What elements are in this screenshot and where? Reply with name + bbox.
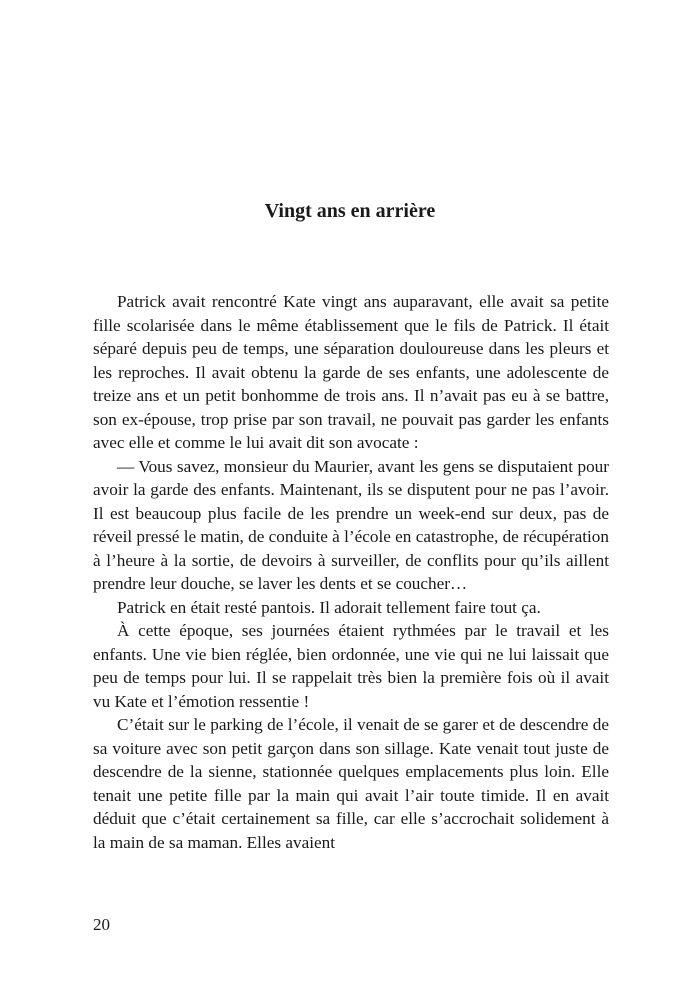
chapter-title: Vingt ans en arrière [264,200,436,222]
paragraph: C’était sur le parking de l’école, il venait de se garer et de descendre de sa voiture avec son petit garçon dans son sillage. Kate venait tout juste de descendre de la sienne, stationnée quelques emplacements plus loin. Elle tenait une petite fille par la main qui avait l’air toute timide. Il en avait déduit que c’était certainement sa fille, car elle s’accrochait solidement à la main de sa maman. Elles avaient [93,715,609,852]
paragraph: — Vous savez, monsieur du Maurier, avant les gens se disputaient pour avoir la garde des enfants. Maintenant, ils se disputent pour ne pas l’avoir. Il est beaucoup plus facile de les prendre un week-end sur deux, pas de réveil pressé le matin, de conduite à l’école en catastrophe, de récupération à l’heure à la sortie, de devoirs à surveiller, de conflits pour qu’ils aillent prendre leur douche, se laver les dents et se coucher… [93,456,609,593]
paragraph: À cette époque, ses journées étaient rythmées par le travail et les enfants. Une vie bien réglée, bien ordonnée, une vie qui ne lui laissait que peu de temps pour lui. Il se rappelait très bien la première fois où il avait vu Kate et l’émotion ressentie ! [93,621,609,711]
body-text [93,290,609,854]
page-number: 20 [93,915,110,934]
paragraph: Patrick en était resté pantois. Il adorait tellement faire tout ça. [117,597,541,617]
paragraph: Patrick avait rencontré Kate vingt ans auparavant, elle avait sa petite fille scolarisée dans le même établissement que le fils de Patrick. Il était séparé depuis peu de temps, une séparation douloureuse dans les pleurs et les reproches. Il avait obtenu la garde de ses enfants, une adolescente de treize ans et un petit bonhomme de trois ans. Il n’avait pas eu à se battre, son ex-épouse, trop prise par son travail, ne pouvait pas garder les enfants avec elle et comme le lui avait dit son avocate : [93,292,609,452]
